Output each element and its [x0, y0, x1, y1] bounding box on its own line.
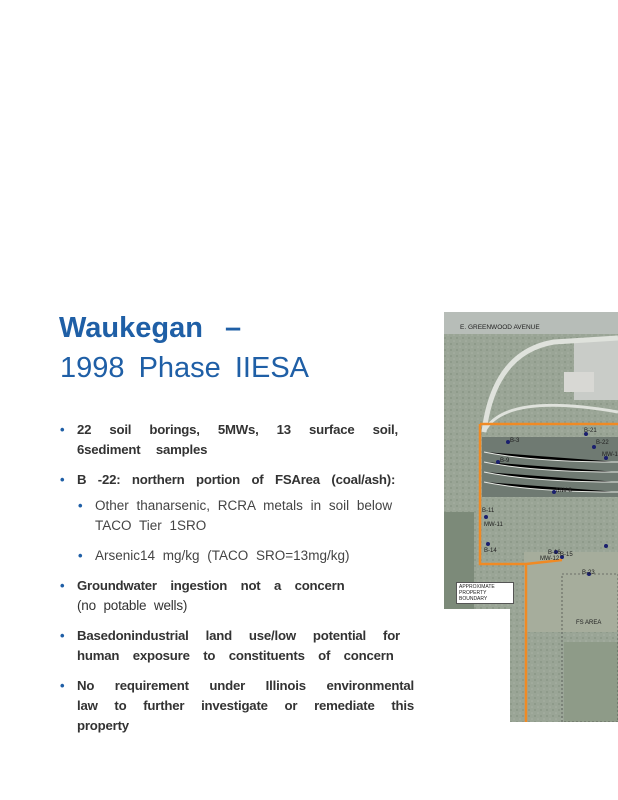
map-cutout — [444, 609, 510, 722]
sample-label: MW-11 — [484, 522, 503, 528]
sample-label: B-14 — [484, 548, 497, 554]
slide-title-line-2: 1998 Phase IIESA — [60, 352, 309, 384]
site-aerial-map — [444, 312, 618, 722]
bullet-dot-icon: • — [60, 422, 65, 437]
sample-label: B-3 — [510, 438, 520, 444]
boundary-label: APPROXIMATE PROPERTY BOUNDARY — [456, 582, 514, 604]
sub-bullet-rcra — [60, 496, 420, 536]
bullet-dot-icon: • — [78, 548, 83, 563]
bullet-text: 22 soil borings, 5MWs, 13 surface soil, 6sediment samples — [77, 422, 398, 457]
bullet-dot-icon: • — [60, 472, 65, 487]
bullet-text: Basedonindustrial land use/low potential for human exposure to constituents of concern — [77, 628, 400, 663]
bullet-dot-icon: • — [60, 678, 65, 693]
bullet-dot-icon: • — [78, 498, 83, 513]
slide-title-line-1: Waukegan – — [59, 312, 242, 344]
bullet-item-exposure — [60, 626, 420, 666]
road-label: E. GREENWOOD AVENUE — [460, 324, 540, 331]
bullet-text: No requirement under Illinois environmental law to further investigate or remediate this property — [77, 678, 414, 733]
bullet-item-groundwater — [60, 576, 420, 616]
bullet-dot-icon: • — [60, 628, 65, 643]
bullet-dot-icon: • — [60, 578, 65, 593]
sample-label: B-22 — [596, 440, 609, 446]
bullet-item-no-requirement — [60, 676, 420, 736]
bullet-text: Other thanarsenic, RCRA metals in soil below TACO Tier 1SRO — [95, 498, 393, 533]
bullet-list — [60, 420, 420, 746]
sample-label: B-11 — [482, 508, 495, 514]
sample-label: MW-1 — [602, 452, 618, 458]
sample-label: B-9 — [500, 458, 510, 464]
area-label: FS AREA — [576, 620, 602, 626]
bullet-text: B -22: northern portion of FSArea (coal/ash): — [77, 472, 396, 487]
sample-label: B-15 — [560, 552, 573, 558]
sub-bullet-arsenic — [60, 546, 420, 566]
bullet-text: Arsenic14 mg/kg (TACO SRO=13mg/kg) — [95, 548, 350, 563]
bullet-item-b22 — [60, 470, 420, 490]
bullet-subtext: (no potable wells) — [77, 598, 188, 613]
sample-label: B-23 — [582, 570, 595, 576]
bullet-text: Groundwater ingestion not a concern — [77, 578, 345, 593]
sample-label: B-16 — [548, 550, 561, 556]
sample-label: MW-12 — [540, 556, 560, 562]
sample-label: MW-8 — [556, 488, 572, 494]
sample-label: B-21 — [584, 428, 597, 434]
bullet-item-borings — [60, 420, 420, 460]
